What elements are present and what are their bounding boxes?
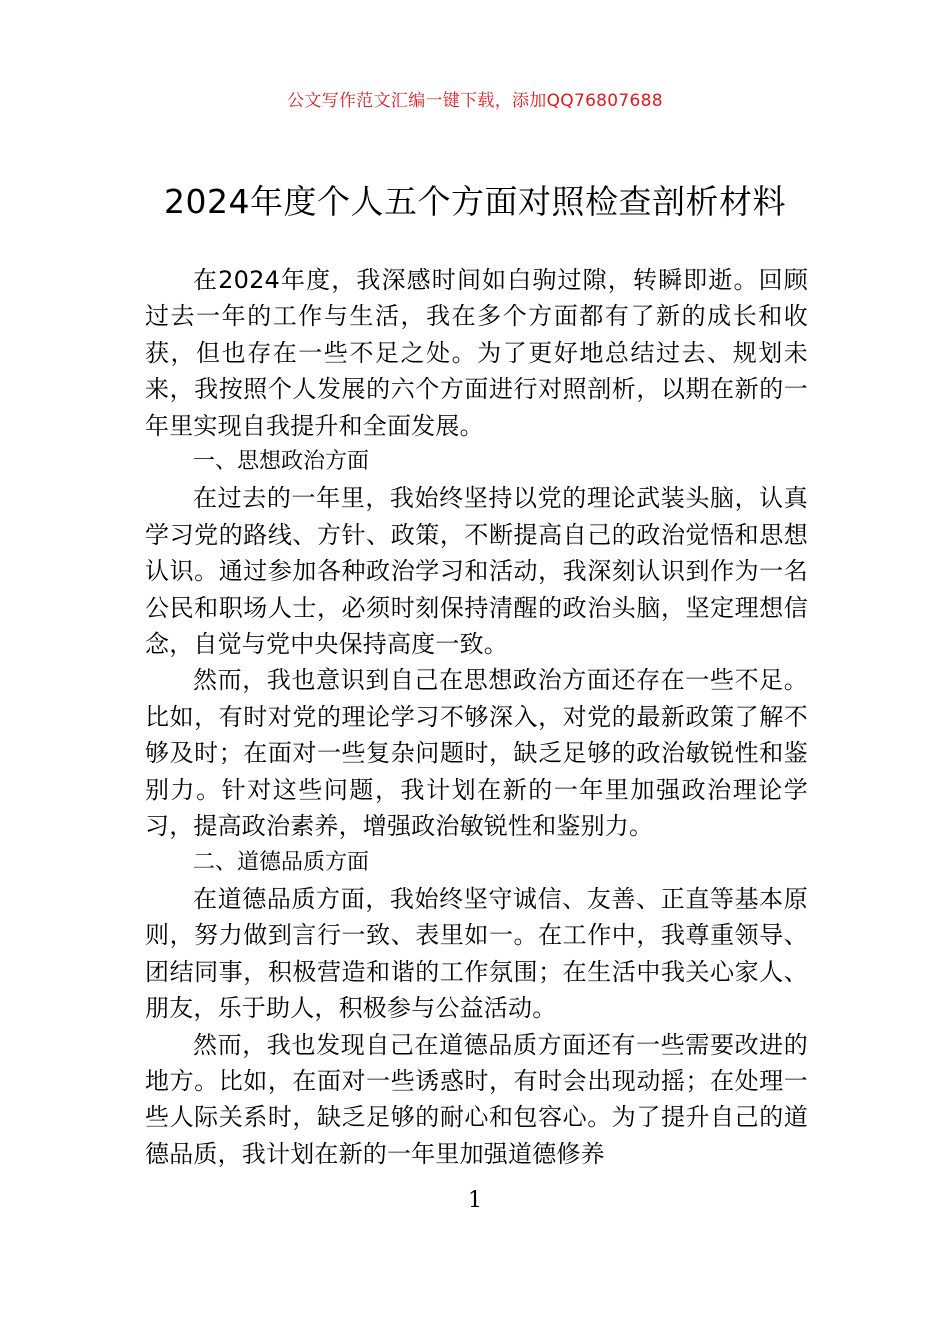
body-paragraph: 在道德品质方面，我始终坚守诚信、友善、正直等基本原则，努力做到言行一致、表里如一。在工作中，我尊重领导、团结同事，积极营造和谐的工作氛围；在生活中我关心家人、朋友，乐于助人，积极参与公益活动。 (145, 884, 808, 1023)
page-title: 2024年度个人五个方面对照检查剖析材料 (164, 182, 786, 221)
body-paragraph: 然而，我也发现自己在道德品质方面还有一些需要改进的地方。比如，在面对一些诱惑时，有时会出现动摇；在处理一些人际关系时，缺乏足够的耐心和包容心。为了提升自己的道德品质，我计划在新的一年里加强道德修养 (145, 1030, 808, 1168)
section-heading-2: 二、道德品质方面 (193, 849, 370, 875)
promo-header[interactable]: 公文写作范文汇编一键下载，添加QQ76807688 (287, 91, 663, 111)
body-paragraph: 然而，我也意识到自己在思想政治方面还存在一些不足。比如，有时对党的理论学习不够深入，对党的最新政策了解不够及时；在面对一些复杂问题时，缺乏足够的政治敏锐性和鉴别力。针对这些问题，我计划在新的一年里加强政治理论学习，提高政治素养，增强政治敏锐性和鉴别力。 (145, 666, 808, 841)
body-paragraph: 在过去的一年里，我始终坚持以党的理论武装头脑，认真学习党的路线、方针、政策，不断提高自己的政治觉悟和思想认识。通过参加各种政治学习和活动，我深刻认识到作为一名公民和职场人士，必须时刻保持清醒的政治头脑，坚定理想信念，自觉与党中央保持高度一致。 (145, 484, 808, 659)
intro-paragraph: 在2024年度，我深感时间如白驹过隙，转瞬即逝。回顾过去一年的工作与生活，我在多个方面都有了新的成长和收获，但也存在一些不足之处。为了更好地总结过去、规划未来，我按照个人发展的六个方面进行对照剖析，以期在新的一年里实现自我提升和全面发展。 (145, 266, 808, 440)
document-body (145, 262, 808, 1172)
section-heading-1: 一、思想政治方面 (193, 449, 370, 475)
page-number: 1 (468, 1188, 482, 1213)
